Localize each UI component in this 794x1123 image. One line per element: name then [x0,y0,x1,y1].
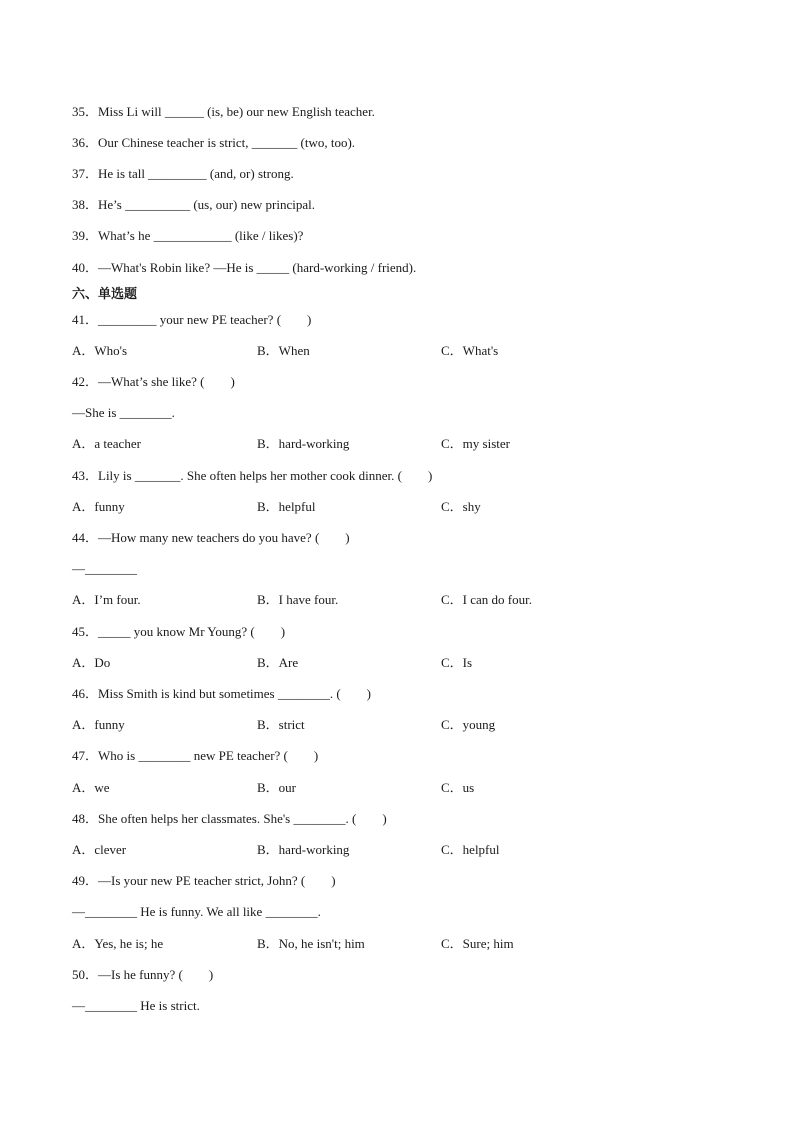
question-47-option-c: C．us [441,780,475,795]
section-title: 六、单选题 [72,287,138,302]
question-43-option-c: C．shy [441,499,481,514]
question-50-stem: 50．—Is he funny? ( ) [72,967,214,982]
question-45-option-c: C．Is [441,655,473,670]
question-40: 40．—What's Robin like? —He is _____ (hard-working / friend). [72,260,417,275]
question-39: 39．What’s he ____________ (like / likes)? [72,228,304,243]
question-48-option-a: A．clever [72,842,127,857]
question-46-option-a: A．funny [72,717,125,732]
question-37: 37．He is tall _________ (and, or) strong. [72,166,294,181]
question-48-stem: 48．She often helps her classmates. She's ________. ( ) [72,811,387,826]
question-42-option-c: C．my sister [441,436,510,451]
question-43-option-b: B．helpful [257,499,316,514]
question-42-answer-line: —She is ________. [72,405,175,420]
question-47-stem: 47．Who is ________ new PE teacher? ( ) [72,748,319,763]
question-41-option-a: A．Who's [72,343,128,358]
question-46-option-b: B．strict [257,717,305,732]
question-44-option-b: B．I have four. [257,592,339,607]
question-50-answer-line: —________ He is strict. [72,998,200,1013]
question-49-answer-line: —________ He is funny. We all like ________. [72,904,321,919]
question-44-option-a: A．I’m four. [72,592,141,607]
question-38: 38．He’s __________ (us, our) new principal. [72,197,315,212]
question-43-option-a: A．funny [72,499,125,514]
question-48-option-b: B．hard-working [257,842,350,857]
question-36: 36．Our Chinese teacher is strict, _______ (two, too). [72,135,356,150]
question-46-stem: 46．Miss Smith is kind but sometimes ________. ( ) [72,686,372,701]
question-46-option-c: C．young [441,717,496,732]
question-42-option-b: B．hard-working [257,436,350,451]
question-45-stem: 45．_____ you know Mr Young? ( ) [72,624,286,639]
question-44-option-c: C．I can do four. [441,592,532,607]
question-47-option-b: B．our [257,780,297,795]
question-49-option-a: A．Yes, he is; he [72,936,164,951]
question-45-option-a: A．Do [72,655,111,670]
question-41-stem: 41．_________ your new PE teacher? ( ) [72,312,312,327]
question-47-option-a: A．we [72,780,110,795]
question-41-option-c: C．What's [441,343,499,358]
question-49-option-b: B．No, he isn't; him [257,936,365,951]
question-49-option-c: C．Sure; him [441,936,514,951]
question-49-stem: 49．—Is your new PE teacher strict, John? ( ) [72,873,336,888]
question-41-option-b: B．When [257,343,310,358]
question-45-option-b: B．Are [257,655,299,670]
question-43-stem: 43．Lily is _______. She often helps her mother cook dinner. ( ) [72,468,433,483]
question-35: 35．Miss Li will ______ (is, be) our new English teacher. [72,104,375,119]
question-44-stem: 44．—How many new teachers do you have? ( ) [72,530,350,545]
question-48-option-c: C．helpful [441,842,500,857]
question-44-answer-line: —________ [72,561,137,576]
question-42-option-a: A．a teacher [72,436,141,451]
question-42-stem: 42．—What’s she like? ( ) [72,374,235,389]
